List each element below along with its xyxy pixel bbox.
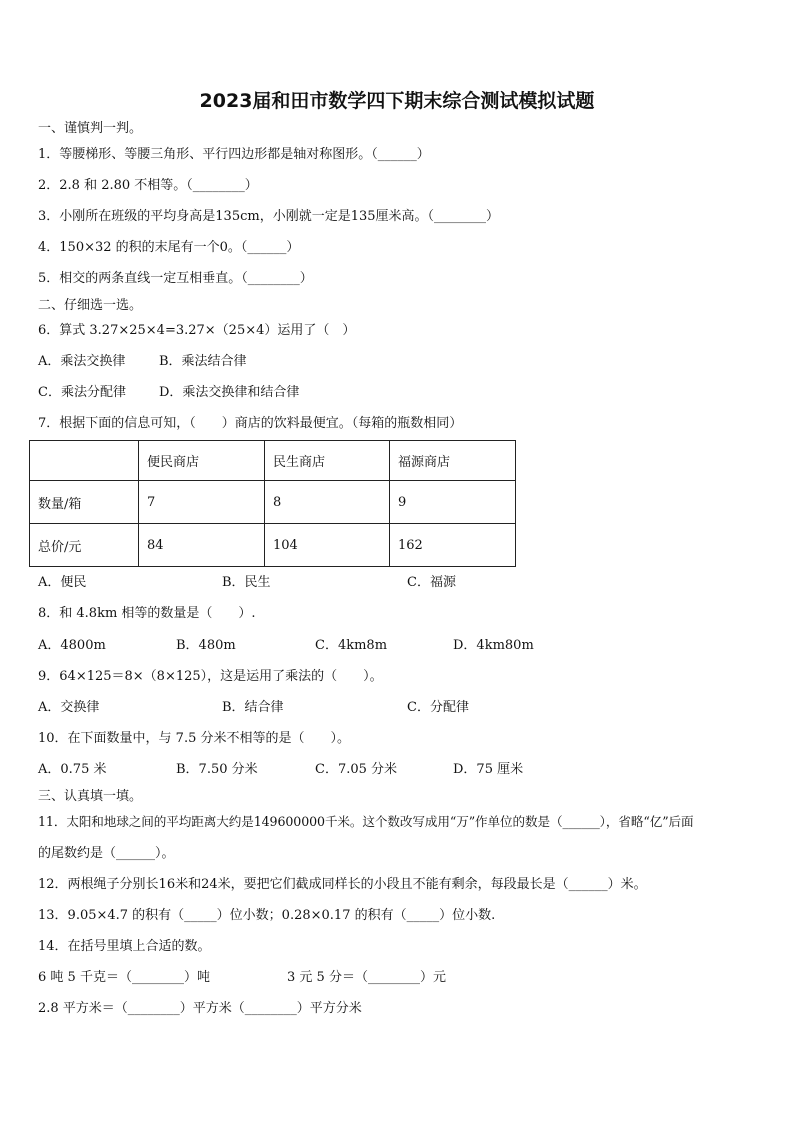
q14-item-2: 3 元 5 分＝（________）元 (287, 970, 446, 985)
table-cell: 162 (390, 524, 516, 567)
table-header-cell (30, 441, 139, 481)
q6-option-b: B．乘法结合律 (159, 354, 247, 369)
q7-option-b: B．民生 (222, 575, 271, 590)
q8-option-a: A．4800m (38, 638, 106, 653)
question-6: 6．算式 3.27×25×4=3.27×（25×4）运用了（ ） (38, 323, 356, 338)
section-heading-judge: 一、谨慎判一判。 (38, 121, 143, 136)
page-title: 2023届和田市数学四下期末综合测试模拟试题 (199, 90, 595, 112)
section-heading-fill: 三、认真填一填。 (38, 789, 143, 804)
q7-option-a: A．便民 (38, 575, 87, 590)
question-7: 7．根据下面的信息可知，（ ）商店的饮料最便宜。（每箱的瓶数相同） (38, 416, 463, 431)
question-3: 3．小刚所在班级的平均身高是135cm，小刚就一定是135厘米高。（________） (38, 209, 500, 224)
q10-option-a: A．0.75 米 (38, 762, 107, 777)
table-row (30, 481, 516, 524)
table-cell: 9 (390, 481, 516, 524)
q6-option-d: D．乘法交换律和结合律 (159, 385, 300, 400)
question-14: 14．在括号里填上合适的数。 (38, 939, 211, 954)
question-8: 8．和 4.8km 相等的数量是（ ）. (38, 606, 256, 621)
table-cell: 7 (139, 481, 265, 524)
table-row (30, 524, 516, 567)
table-header-cell: 民生商店 (265, 441, 390, 481)
q10-option-d: D．75 厘米 (453, 762, 524, 777)
question-11: 11．太阳和地球之间的平均距离大约是149600000千米。这个数改写成用“万”作单位的数是（______），省略“亿”后面 (38, 814, 694, 829)
q8-option-c: C．4km8m (315, 638, 388, 653)
q7-option-c: C．福源 (407, 575, 456, 590)
question-12: 12．两根绳子分别长16米和24米，要把它们截成同样长的小段且不能有剩余，每段最长是（______）米。 (38, 877, 647, 892)
table-cell: 总价/元 (30, 524, 139, 567)
q6-option-c: C．乘法分配律 (38, 385, 126, 400)
question-11-continued: 的尾数约是（______）。 (38, 846, 175, 861)
table-cell: 8 (265, 481, 390, 524)
question-9: 9．64×125＝8×（8×125），这是运用了乘法的（ ）。 (38, 669, 383, 684)
section-heading-choose: 二、仔细选一选。 (38, 298, 143, 313)
table-header-cell: 福源商店 (390, 441, 516, 481)
question-10: 10．在下面数量中，与 7.5 分米不相等的是（ ）。 (38, 731, 350, 746)
q10-option-c: C．7.05 分米 (315, 762, 398, 777)
table-header-cell: 便民商店 (139, 441, 265, 481)
q14-item-1: 6 吨 5 千克＝（________）吨 (38, 970, 210, 985)
q9-option-c: C．分配律 (407, 700, 469, 715)
shop-price-table (29, 440, 516, 567)
question-5: 5．相交的两条直线一定互相垂直。（________） (38, 271, 313, 286)
q14-item-3: 2.8 平方米＝（________）平方米（________）平方分米 (38, 1001, 362, 1016)
question-13: 13．9.05×4.7 的积有（_____）位小数；0.28×0.17 的积有（_____）位小数. (38, 908, 496, 923)
q6-option-a: A．乘法交换律 (38, 354, 126, 369)
q8-option-b: B．480m (176, 638, 236, 653)
question-1: 1．等腰梯形、等腰三角形、平行四边形都是轴对称图形。（______） (38, 147, 430, 162)
q9-option-b: B．结合律 (222, 700, 284, 715)
q10-option-b: B．7.50 分米 (176, 762, 258, 777)
table-cell: 104 (265, 524, 390, 567)
question-4: 4．150×32 的积的末尾有一个0。（______） (38, 240, 300, 255)
table-header-row (30, 441, 516, 481)
question-2: 2．2.8 和 2.80 不相等。（________） (38, 178, 258, 193)
table-cell: 84 (139, 524, 265, 567)
table-cell: 数量/箱 (30, 481, 139, 524)
q9-option-a: A．交换律 (38, 700, 100, 715)
q8-option-d: D．4km80m (453, 638, 534, 653)
